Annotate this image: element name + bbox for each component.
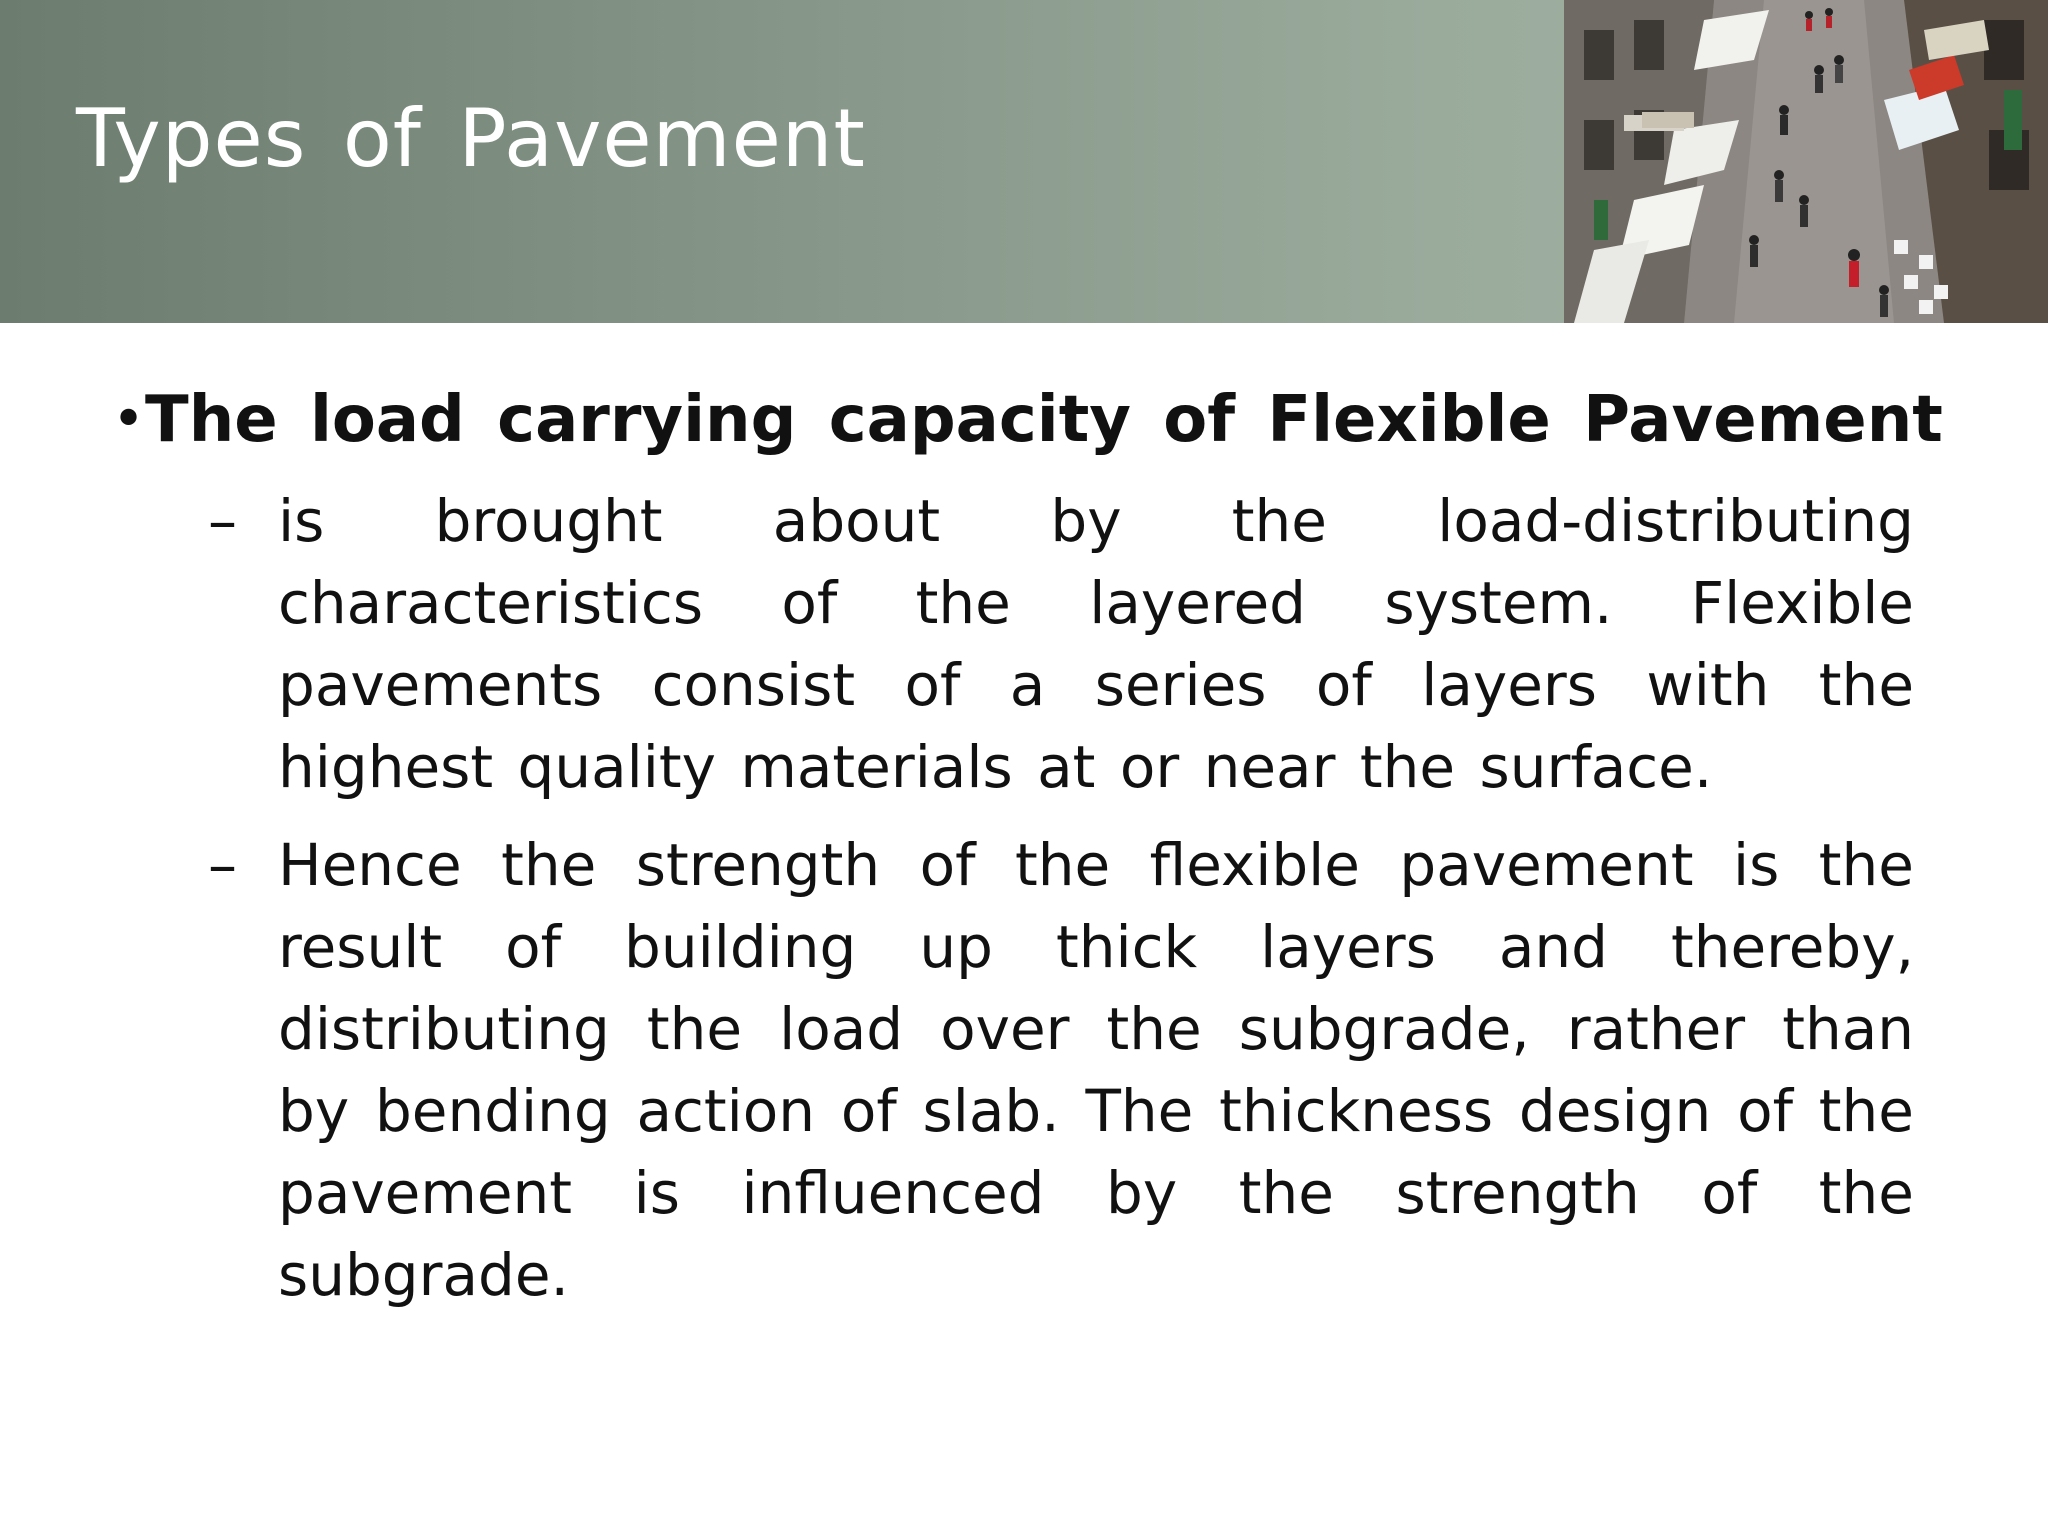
sub-bullet-text: Hence the strength of the flexible pavement is the result of building up thick layers and thereby, distributing the load over the subgrade, rather than by bending action of slab. The thickness design of the pavement is influenced by the strength of the subgrade.: [278, 831, 1914, 1309]
street-photo: [1564, 0, 2048, 323]
slide-body: [0, 323, 2048, 1536]
slide-title: Types of Pavement: [76, 92, 866, 185]
dash-icon: –: [208, 831, 237, 899]
sub-bullet-1: [208, 480, 1914, 808]
title-banner: [0, 0, 2048, 323]
sub-bullet-text: is brought about by the load-distributing characteristics of the layered system. Flexible pavements consist of a series of layers with the highest quality materials at or near the surface.: [278, 487, 1914, 801]
bullet-icon: •: [112, 387, 146, 452]
sub-bullet-2: [208, 824, 1914, 1316]
main-bullet: [112, 378, 1943, 462]
street-photo-illustration: [1564, 0, 2048, 323]
dash-icon: –: [208, 487, 237, 555]
main-bullet-text: The load carrying capacity of Flexible Pavement: [145, 383, 1943, 457]
